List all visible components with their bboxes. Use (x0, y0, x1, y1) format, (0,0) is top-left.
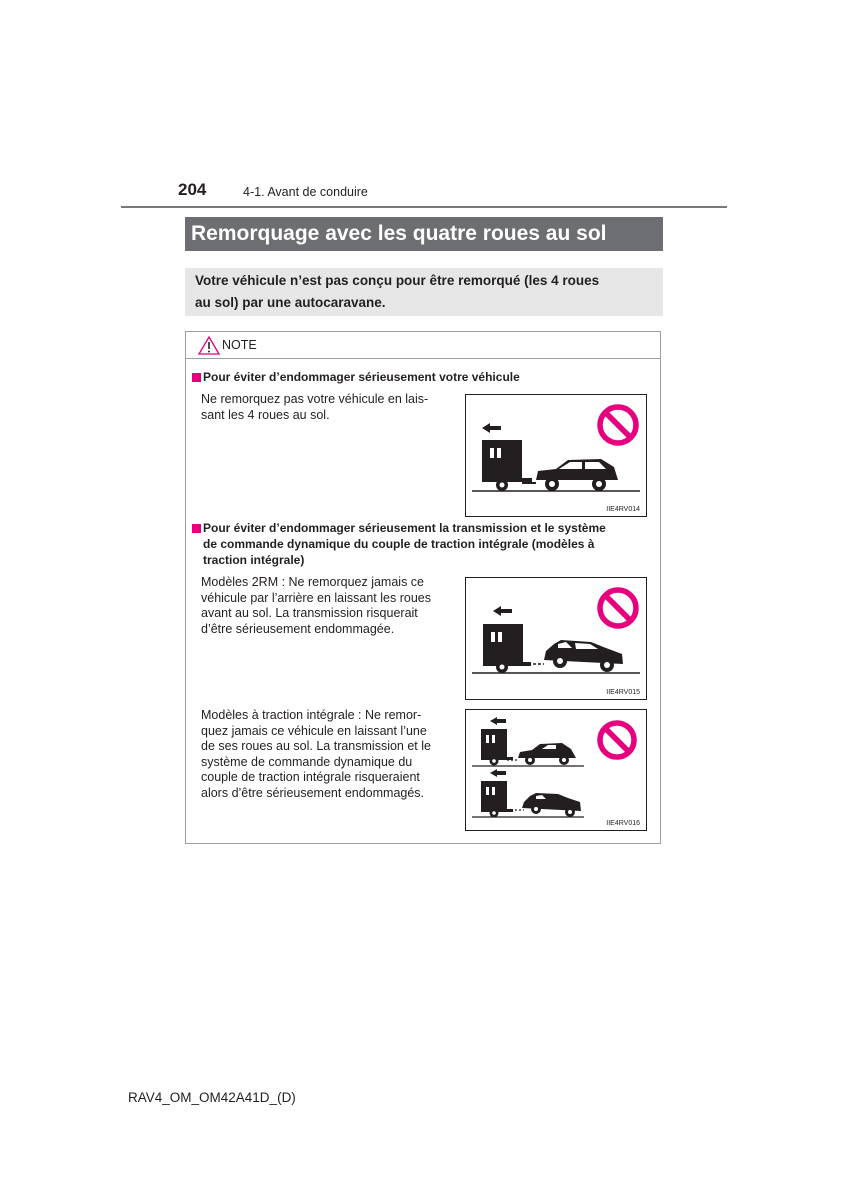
text-line: Modèles à traction intégrale : Ne remor- (201, 708, 422, 722)
intro-line-2: au sol) par une autocaravane. (195, 295, 386, 310)
section-label: 4-1. Avant de conduire (243, 185, 368, 199)
arrow-left-icon (493, 606, 512, 616)
header-rule (121, 206, 727, 208)
text-line: Modèles 2RM : Ne remorquez jamais ce (201, 575, 424, 589)
note-box (185, 331, 661, 844)
title-bar (185, 217, 663, 251)
arrow-left-icon (490, 717, 506, 725)
figure-awd-tow (465, 709, 647, 831)
heading-line: Pour éviter d’endommager sérieusement la transmission et le système (203, 521, 606, 535)
text-line: quez jamais ce véhicule en laissant l’une (201, 723, 427, 738)
footer-code: RAV4_OM_OM42A41D_(D) (128, 1090, 296, 1105)
prohibited-icon (600, 407, 636, 443)
figure-code: IIE4RV016 (606, 820, 640, 827)
section-heading (203, 520, 661, 568)
section-text (201, 575, 451, 637)
suv-icon (518, 743, 576, 765)
suv-icon (544, 640, 623, 672)
note-header (186, 332, 660, 359)
section-text (201, 392, 451, 423)
figure-flat-tow (465, 394, 647, 517)
warning-triangle-icon (198, 336, 220, 355)
heading-line: traction intégrale) (203, 553, 305, 567)
text-line: sant les 4 roues au sol. (201, 407, 330, 422)
note-title: NOTE (222, 338, 257, 352)
suv-icon (522, 793, 581, 817)
motorhome-icon (481, 781, 513, 818)
section-text (201, 708, 451, 801)
text-line: avant au sol. La transmission risquerait (201, 606, 418, 620)
suv-icon (536, 459, 618, 491)
text-line: Ne remorquez pas votre véhicule en lais- (201, 392, 429, 406)
intro-line-1: Votre véhicule n’est pas conçu pour être remorqué (les 4 roues (195, 273, 600, 288)
text-line: système de commande dynamique du (201, 754, 413, 769)
arrow-left-icon (490, 769, 506, 777)
text-line: d’être sérieusement endommagée. (201, 621, 395, 636)
page-title: Remorquage avec les quatre roues au sol (191, 222, 607, 245)
prohibited-icon (600, 723, 634, 757)
figure-2wd-tow (465, 577, 647, 700)
text-line: véhicule par l’arrière en laissant les roues (201, 590, 431, 605)
arrow-left-icon (482, 423, 501, 433)
text-line: couple de traction intégrale risqueraient (201, 770, 420, 784)
heading-line: de commande dynamique du couple de traction intégrale (modèles à (203, 537, 595, 551)
intro-box (185, 268, 663, 316)
section-bullet (192, 373, 201, 382)
motorhome-icon (483, 624, 531, 673)
page-number: 204 (178, 180, 207, 199)
figure-code: IIE4RV015 (606, 689, 640, 696)
text-line: de ses roues au sol. La transmission et le (201, 739, 431, 753)
figure-code: IIE4RV014 (606, 506, 640, 513)
text-line: alors d’être sérieusement endommagés. (201, 785, 425, 800)
section-bullet (192, 524, 201, 533)
prohibited-icon (600, 590, 636, 626)
section-heading: Pour éviter d’endommager sérieusement votre véhicule (203, 370, 520, 384)
